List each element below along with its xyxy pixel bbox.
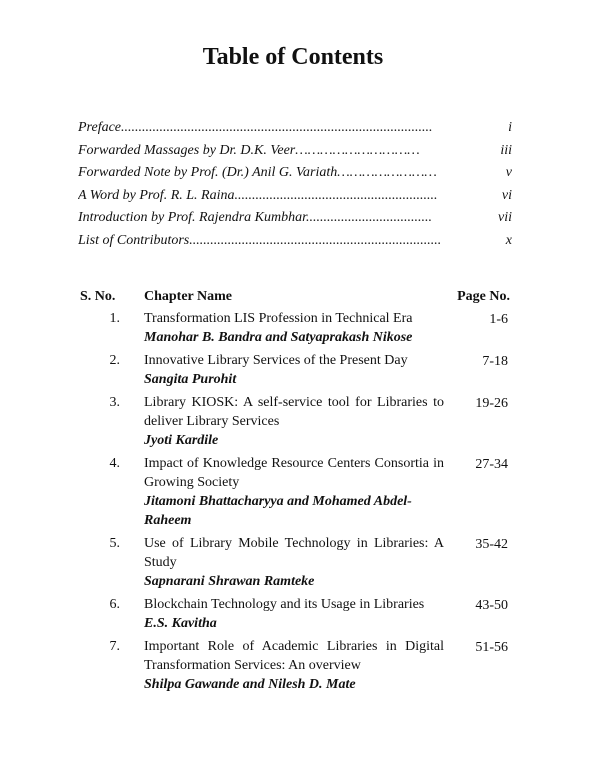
chapter-row xyxy=(80,595,510,633)
front-matter-page: x xyxy=(505,232,512,248)
front-matter-item xyxy=(78,210,512,233)
front-matter-item xyxy=(78,165,512,188)
chapter-sno: 4. xyxy=(109,456,120,471)
chapter-pages: 43-50 xyxy=(475,598,508,613)
front-matter-page: vii xyxy=(498,210,512,226)
chapter-row xyxy=(80,393,510,450)
front-matter-label: Forwarded Note by Prof. (Dr.) Anil G. Variath…………………… xyxy=(78,165,437,181)
chapter-row xyxy=(80,534,510,591)
chapter-pages: 1-6 xyxy=(489,312,508,327)
front-matter-label: List of Contributors........................................................................ xyxy=(78,232,442,248)
chapter-pages: 19-26 xyxy=(475,396,508,411)
chapter-title: Impact of Knowledge Resource Centers Consortia in Growing Society xyxy=(144,456,444,490)
chapter-sno: 2. xyxy=(109,353,120,368)
chapter-pages: 27-34 xyxy=(475,457,508,472)
chapter-title: Innovative Library Services of the Present Day xyxy=(144,353,408,368)
chapter-sno: 3. xyxy=(109,395,120,410)
chapter-row xyxy=(80,454,510,530)
front-matter-page: iii xyxy=(500,142,512,158)
chapter-title: Important Role of Academic Libraries in Digital Transformation Services: An overview xyxy=(144,639,444,673)
front-matter-page: vi xyxy=(501,187,512,203)
chapter-table-header xyxy=(80,289,510,309)
front-matter-item xyxy=(78,120,512,143)
front-matter-label: A Word by Prof. R. L. Raina.......................................................... xyxy=(78,187,438,203)
chapter-sno: 7. xyxy=(109,639,120,654)
chapter-title: Blockchain Technology and its Usage in Libraries xyxy=(144,597,425,612)
chapter-authors: Jyoti Kardile xyxy=(144,433,219,448)
front-matter-page: v xyxy=(505,165,512,181)
chapter-row xyxy=(80,309,510,347)
chapter-title: Library KIOSK: A self-service tool for Libraries to deliver Library Services xyxy=(144,395,444,429)
chapter-row xyxy=(80,351,510,389)
chapter-authors: Sangita Purohit xyxy=(144,372,237,387)
front-matter-label: Introduction by Prof. Rajendra Kumbhar.................................... xyxy=(78,210,433,226)
front-matter-item xyxy=(78,188,512,211)
chapter-pages: 51-56 xyxy=(475,640,508,655)
chapter-authors: Jitamoni Bhattacharyya and Mohamed Abdel-Raheem xyxy=(144,494,412,528)
chapter-row xyxy=(80,637,510,694)
chapter-table xyxy=(80,289,510,694)
front-matter-item xyxy=(78,233,512,256)
chapter-authors: Sapnarani Shrawan Ramteke xyxy=(144,574,315,589)
chapter-sno: 1. xyxy=(109,311,120,326)
header-chapter-name: Chapter Name xyxy=(144,289,233,304)
chapter-sno: 5. xyxy=(109,536,120,551)
chapter-title: Use of Library Mobile Technology in Libraries: A Study xyxy=(144,536,444,570)
chapter-title: Transformation LIS Profession in Technical Era xyxy=(144,311,413,326)
front-matter-item xyxy=(78,143,512,166)
front-matter-list xyxy=(78,120,512,256)
chapter-authors: Shilpa Gawande and Nilesh D. Mate xyxy=(144,677,356,692)
chapter-authors: E.S. Kavitha xyxy=(144,616,217,631)
front-matter-page: i xyxy=(508,120,512,135)
front-matter-label: Forwarded Massages by Dr. D.K. Veer………………………… xyxy=(78,142,420,158)
chapter-pages: 35-42 xyxy=(475,537,508,552)
header-page-no: Page No. xyxy=(457,289,510,304)
page-title: Table of Contents xyxy=(202,44,384,70)
header-sno: S. No. xyxy=(80,289,116,304)
chapter-sno: 6. xyxy=(109,597,120,612)
chapter-authors: Manohar B. Bandra and Satyaprakash Nikose xyxy=(144,330,413,345)
chapter-pages: 7-18 xyxy=(482,354,508,369)
front-matter-label: Preface......................................................................................... xyxy=(78,120,433,135)
